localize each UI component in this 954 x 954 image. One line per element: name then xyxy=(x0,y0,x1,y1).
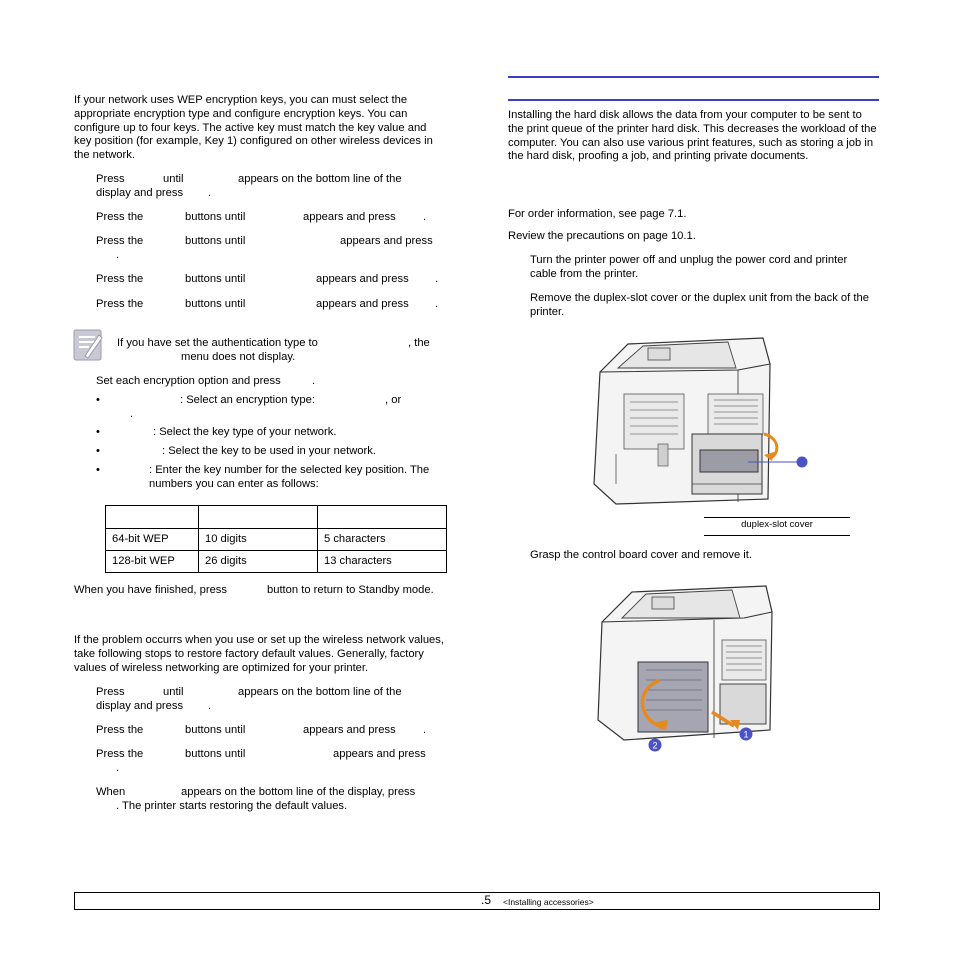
hdd-step-1: Turn the printer power off and unplug the power cord and printer cable from the printer. xyxy=(530,254,848,280)
duplex-slot-cover-label: duplex-slot cover xyxy=(704,517,850,536)
table-row: 128-bit WEP 26 digits 13 characters xyxy=(106,551,447,573)
callout-1: 1 xyxy=(743,729,749,740)
hdd-step-2: Remove the duplex-slot cover or the duplex unit from the back of the printer. xyxy=(530,292,869,318)
table-header xyxy=(106,506,199,529)
order-info: For order information, see page 7.1. xyxy=(508,208,687,220)
table-row: 64-bit WEP 10 digits 5 characters xyxy=(106,529,447,551)
table-header xyxy=(199,506,318,529)
page-number: .5 xyxy=(481,893,492,907)
note-icon xyxy=(73,329,103,361)
callout-2: 2 xyxy=(652,740,658,751)
restore-intro: If the problem occurrs when you use or set up the wireless network values, take following stops to restore factory default values. Generally, factory values of wireless networking are optimized for your printer. xyxy=(74,634,444,674)
section-rule-top xyxy=(508,76,879,78)
section-name: <Installing accessories> xyxy=(503,897,594,907)
hdd-step-3: Grasp the control board cover and remove it. xyxy=(530,549,752,561)
wep-key-table xyxy=(105,505,447,573)
table-header xyxy=(318,506,447,529)
section-rule-bottom xyxy=(508,99,879,101)
wep-intro: If your network uses WEP encryption keys, you can must select the appropriate encryption type and configure encryption keys. You can configure up to four keys. The active key must match the key value and key position (for example, Key 1) configured on other wireless devices in the network. xyxy=(74,94,433,162)
page-footer xyxy=(74,892,880,910)
printer-rear-figure xyxy=(588,334,813,509)
control-board-figure xyxy=(594,580,779,755)
hdd-intro: Installing the hard disk allows the data from your computer to be sent to the print queue of the printer hard disk. This decreases the workload of the computer. You can also use various print features, such as storing a job in the hard disk, proofing a job, and printing private documents. xyxy=(508,109,877,163)
precautions: Review the precautions on page 10.1. xyxy=(508,230,696,242)
